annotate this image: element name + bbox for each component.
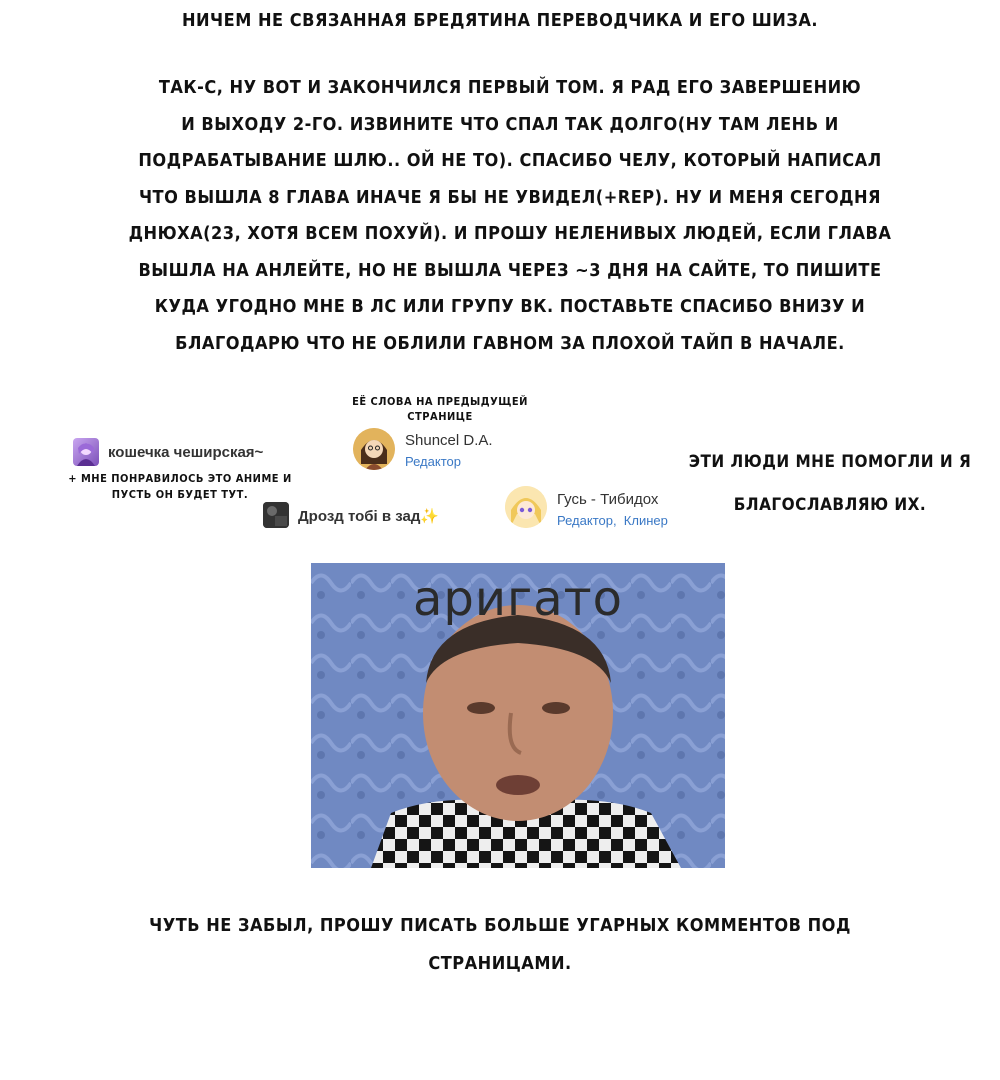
user4-name[interactable]: Гусь - Тибидох — [557, 491, 659, 508]
meme-image — [311, 563, 725, 868]
thanks-text — [680, 441, 980, 527]
footer-line: ЧУТЬ НЕ ЗАБЫЛ, ПРОШУ ПИСАТЬ БОЛЬШЕ УГАРНЫХ КОММЕНТОВ ПОД — [149, 915, 851, 936]
note-line: ПОДРАБАТЫВАНИЕ ШЛЮ.. ОЙ НЕ ТО). СПАСИБО ЧЕЛУ, КОТОРЫЙ НАПИСАЛ — [138, 150, 882, 171]
thanks-line: БЛАГОСЛАВЛЯЮ ИХ. — [733, 495, 927, 515]
meme-caption: аригато — [412, 571, 624, 627]
user2-avatar[interactable] — [263, 502, 289, 528]
translator-note — [120, 70, 900, 362]
user3-caption — [320, 394, 560, 424]
note-line: И ВЫХОДУ 2-ГО. ИЗВИНИТЕ ЧТО СПАЛ ТАК ДОЛГО(НУ ТАМ ЛЕНЬ И — [181, 113, 839, 135]
user1-note-line: ПУСТЬ ОН БУДЕТ ТУТ. — [111, 488, 249, 501]
user3-caption-line: СТРАНИЦЕ — [407, 410, 473, 423]
dark-photo-avatar-icon — [263, 502, 289, 528]
footer-text — [100, 907, 900, 983]
user1-name[interactable]: кошечка чеширская~ — [108, 444, 264, 461]
cartoon-girl-avatar-icon — [353, 428, 395, 470]
user4-avatar[interactable] — [505, 486, 547, 528]
note-line: ЧТО ВЫШЛА 8 ГЛАВА ИНАЧЕ Я БЫ НЕ УВИДЕЛ(+REP). НУ И МЕНЯ СЕГОДНЯ — [138, 186, 882, 208]
thanks-line: ЭТИ ЛЮДИ МНЕ ПОМОГЛИ И Я — [688, 452, 972, 472]
note-line: ТАК-С, НУ ВОТ И ЗАКОНЧИЛСЯ ПЕРВЫЙ ТОМ. Я РАД ЕГО ЗАВЕРШЕНИЮ — [158, 77, 862, 98]
user2-name[interactable]: Дрозд тобі в зад✨ — [298, 508, 440, 525]
footer-line: СТРАНИЦАМИ. — [428, 953, 572, 974]
user1-note — [60, 471, 300, 503]
user3-name[interactable]: Shuncel D.A. — [405, 432, 493, 449]
anime-blonde-avatar-icon — [505, 486, 547, 528]
user1-avatar[interactable] — [73, 438, 99, 466]
user4-role: Редактор, Клинер — [557, 513, 668, 528]
user3-caption-line: ЕЁ СЛОВА НА ПРЕДЫДУЩЕЙ — [352, 395, 528, 408]
anime-girl-avatar-icon — [73, 438, 99, 466]
note-line: БЛАГОДАРЮ ЧТО НЕ ОБЛИЛИ ГАВНОМ ЗА ПЛОХОЙ ТАЙП В НАЧАЛЕ. — [175, 332, 845, 354]
user3-role: Редактор — [405, 454, 461, 469]
note-line: КУДА УГОДНО МНЕ В ЛС ИЛИ ГРУПУ ВК. ПОСТАВЬТЕ СПАСИБО ВНИЗУ И — [154, 296, 866, 317]
note-line: ВЫШЛА НА АНЛЕЙТЕ, НО НЕ ВЫШЛА ЧЕРЕЗ ~3 ДНЯ НА САЙТЕ, ТО ПИШИТЕ — [138, 259, 882, 281]
user1-note-line: + МНЕ ПОНРАВИЛОСЬ ЭТО АНИМЕ И — [68, 472, 292, 485]
note-line: ДНЮХА(23, ХОТЯ ВСЕМ ПОХУЙ). И ПРОШУ НЕЛЕНИВЫХ ЛЮДЕЙ, ЕСЛИ ГЛАВА — [128, 223, 892, 244]
page-heading: НИЧЕМ НЕ СВЯЗАННАЯ БРЕДЯТИНА ПЕРЕВОДЧИКА И ЕГО ШИЗА. — [181, 10, 819, 31]
user3-avatar[interactable] — [353, 428, 395, 470]
